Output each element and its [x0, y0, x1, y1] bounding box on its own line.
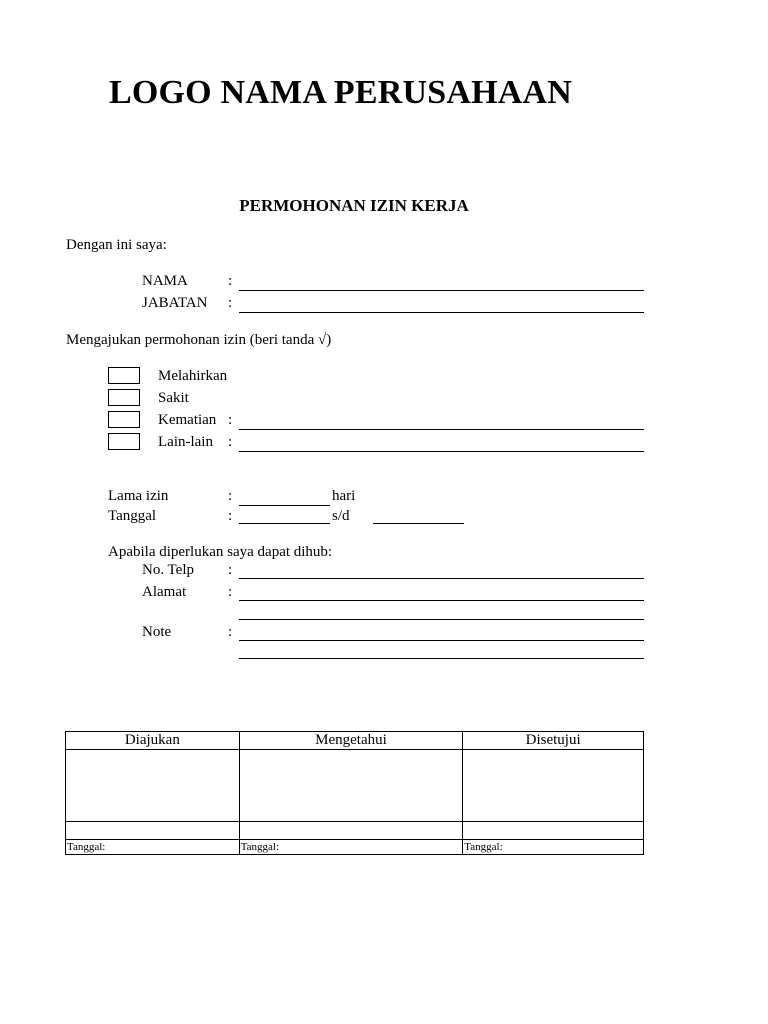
nama-label: NAMA — [142, 273, 188, 289]
sig-header-diajukan: Diajukan — [66, 732, 240, 750]
signature-table — [65, 731, 644, 855]
duration-unit: hari — [332, 488, 356, 504]
date-from-input-line[interactable] — [239, 523, 330, 524]
colon: : — [228, 273, 233, 289]
colon: : — [228, 562, 233, 578]
kematian-input-line[interactable] — [239, 429, 644, 430]
contact-intro: Apabila diperlukan saya dapat dihub: — [108, 544, 333, 560]
melahirkan-checkbox[interactable] — [108, 367, 140, 384]
date-label: Tanggal — [108, 508, 157, 524]
colon: : — [228, 412, 233, 428]
address-input-line-1[interactable] — [239, 600, 644, 601]
note-input-line-2[interactable] — [239, 658, 644, 659]
sig-area-diajukan[interactable] — [66, 750, 240, 822]
lain-lain-checkbox[interactable] — [108, 433, 140, 450]
sakit-checkbox[interactable] — [108, 389, 140, 406]
phone-label: No. Telp — [142, 562, 195, 578]
address-input-line-2[interactable] — [239, 619, 644, 620]
option-kematian: Kematian — [158, 412, 217, 428]
jabatan-input-line[interactable] — [239, 312, 644, 313]
sig-area-disetujui[interactable] — [463, 750, 644, 822]
date-until-label: s/d — [332, 508, 350, 524]
sig-name-diajukan[interactable] — [66, 822, 240, 840]
address-label: Alamat — [142, 584, 187, 600]
note-input-line-1[interactable] — [239, 640, 644, 641]
request-text: Mengajukan permohonan izin (beri tanda √) — [66, 332, 332, 348]
sig-header-disetujui: Disetujui — [463, 732, 644, 750]
company-logo-text: LOGO NAMA PERUSAHAAN — [109, 74, 573, 111]
sig-header-mengetahui: Mengetahui — [239, 732, 463, 750]
nama-input-line[interactable] — [239, 290, 644, 291]
form-title: PERMOHONAN IZIN KERJA — [239, 196, 469, 215]
colon: : — [228, 508, 233, 524]
colon: : — [228, 624, 233, 640]
kematian-checkbox[interactable] — [108, 411, 140, 428]
lain-lain-input-line[interactable] — [239, 451, 644, 452]
sig-name-mengetahui[interactable] — [239, 822, 463, 840]
sig-date-diajukan: Tanggal: — [66, 840, 240, 855]
date-to-input-line[interactable] — [373, 523, 464, 524]
sig-name-disetujui[interactable] — [463, 822, 644, 840]
colon: : — [228, 584, 233, 600]
note-label: Note — [142, 624, 172, 640]
jabatan-label: JABATAN — [142, 295, 208, 311]
sig-date-disetujui: Tanggal: — [463, 840, 644, 855]
option-melahirkan: Melahirkan — [158, 368, 228, 384]
option-sakit: Sakit — [158, 390, 189, 406]
phone-input-line[interactable] — [239, 578, 644, 579]
duration-label: Lama izin — [108, 488, 169, 504]
colon: : — [228, 434, 233, 450]
colon: : — [228, 488, 233, 504]
option-lain-lain: Lain-lain — [158, 434, 213, 450]
sig-area-mengetahui[interactable] — [239, 750, 463, 822]
intro-text: Dengan ini saya: — [66, 237, 167, 253]
duration-input-line[interactable] — [239, 505, 330, 506]
sig-date-mengetahui: Tanggal: — [239, 840, 463, 855]
colon: : — [228, 295, 233, 311]
